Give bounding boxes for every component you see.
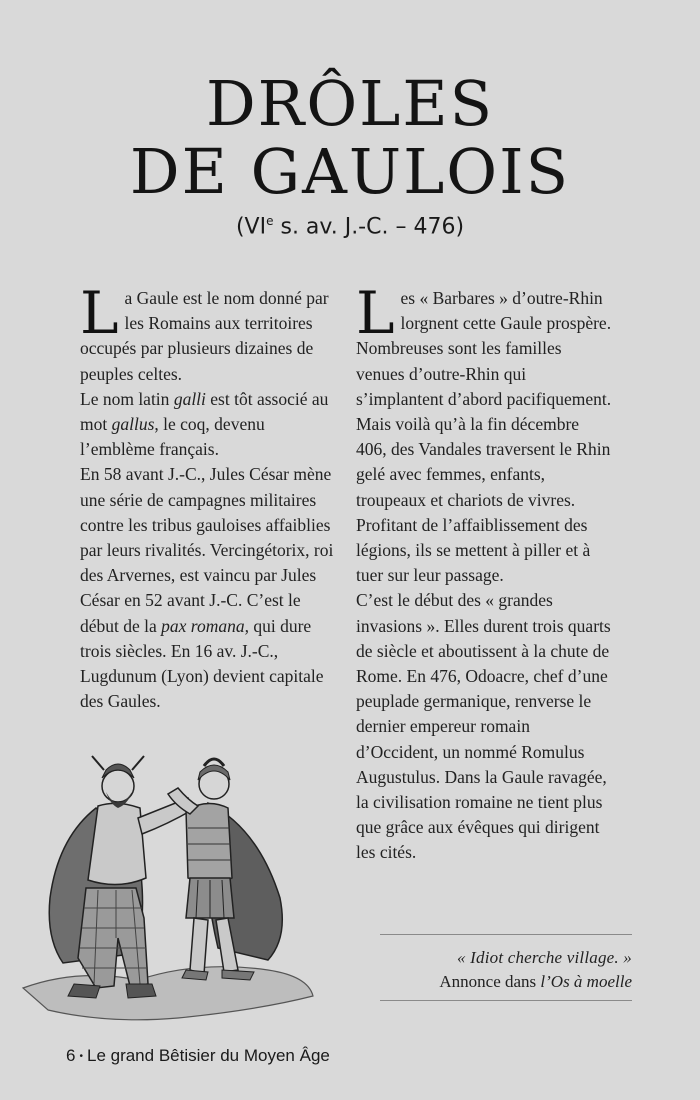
left-p2-c: , le coq, devenu l’emblème français.: [80, 414, 265, 460]
chapter-title-line2: DE GAULOIS: [129, 135, 571, 208]
quote-bottom-rule: [380, 1000, 632, 1001]
right-dropcap: L: [356, 279, 395, 347]
page-footer: [66, 1046, 330, 1066]
chapter-title: [0, 67, 700, 208]
roman-armor: [186, 803, 232, 883]
gaul-roman-illustration: [18, 748, 318, 1038]
left-paragraph-2: [80, 387, 336, 463]
quote-source: [380, 970, 632, 994]
left-paragraph-3: [80, 462, 336, 714]
left-p2-b: est tôt associé au mot: [80, 388, 329, 435]
quote-text: « Idiot cherche village. »: [457, 948, 632, 967]
left-p2-em1: galli: [173, 388, 206, 409]
quote-block: [380, 946, 632, 994]
left-dropcap: L: [80, 279, 119, 347]
quote-source-title: l’Os à moelle: [540, 972, 632, 991]
left-paragraph-1: [80, 279, 336, 387]
right-p1-text: es « Barbares » d’outre-Rhin lorgnent cette Gaule prospère. Nombreuses sont les familles venues d’outre-Rhin qui s’implantent d’abord pacifiquement. Mais voilà qu’à la fin décembre 406, des Vandales traversent le Rhin gelé avec femmes, enfants, troupeaux et chariots de vivres. Profitant de l’affaiblissement des légions, ils se mettent à piller et à tuer sur leur passage.: [356, 288, 612, 586]
quote-source-prefix: Annonce dans: [439, 972, 541, 991]
right-paragraph-1: [356, 279, 612, 588]
book-title: Le grand Bêtisier du Moyen Âge: [86, 1046, 330, 1065]
dates-sup: e: [266, 214, 274, 228]
right-column: [356, 279, 612, 866]
left-column: [80, 279, 336, 714]
left-p3-a: En 58 avant J.-C., Jules César mène une série de campagnes militaires contre les tribus gauloises affaiblies par leurs rivalités. Vercingétorix, roi des Arvernes, est vaincu par Jules César en 52 avant J.-C. C’est le début de la: [80, 464, 334, 636]
left-p2-a: Le nom latin: [80, 388, 174, 409]
right-paragraph-2: C’est le début des « grandes invasions ». Elles durent trois quarts de siècle et aboutissent à la chute de Rome. En 476, Odoacre, chef d’une peuplade germanique, renverse le dernier empereur romain d’Occident, un nommé Romulus Augustulus. Dans la Gaule ravagée, la civilisation romaine ne tient plus que grâce aux évêques qui dirigent les cités.: [356, 590, 611, 863]
dates-paren: (: [235, 214, 245, 240]
chapter-title-line1: DRÔLES: [205, 67, 495, 140]
chapter-dates: [0, 214, 700, 239]
page-number: 6: [66, 1046, 76, 1065]
gaul-torso: [88, 803, 146, 884]
left-p3-b: qui dure trois siècles. En 16 av. J.-C., Lugdunum (Lyon) devient capitale des Gaules.: [80, 615, 324, 712]
left-p2-em2: gallus: [111, 414, 155, 435]
dates-rest: s. av. J.-C. – 476): [273, 214, 465, 240]
footer-separator: •: [79, 1051, 83, 1062]
gaul-trousers: [78, 888, 148, 988]
left-p3-em: pax romana,: [161, 615, 249, 636]
left-p1-text: a Gaule est le nom donné par les Romains aux territoires occupés par plusieurs dizaines de peuples celtes.: [80, 288, 329, 384]
quote-top-rule: [380, 934, 632, 935]
dates-century: VI: [244, 214, 267, 240]
ground-shape: [23, 967, 313, 1020]
